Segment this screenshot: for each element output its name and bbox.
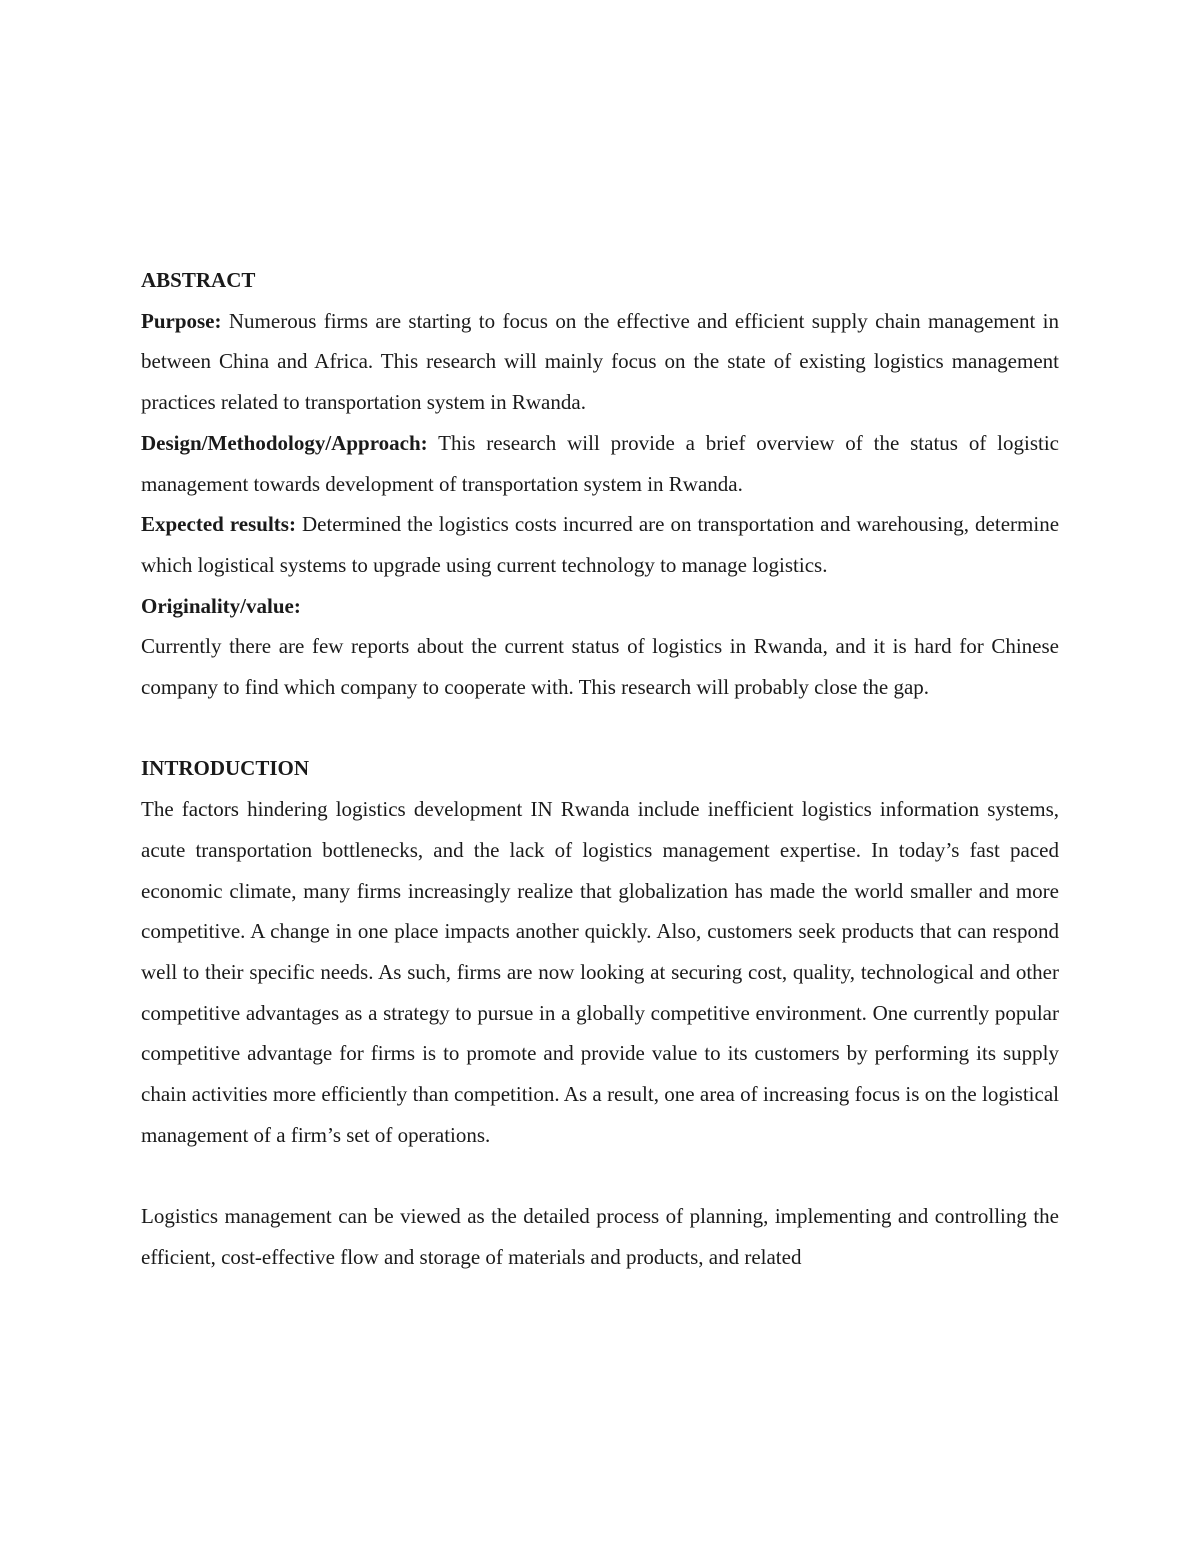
originality-text: Currently there are few reports about the current status of logistics in Rwanda, and it is hard for Chinese company to find which company to cooperate with. This research will probably close the gap.: [141, 634, 1059, 700]
purpose-label: Purpose:: [141, 308, 222, 333]
design-label: Design/Methodology/Approach:: [141, 430, 428, 455]
section-spacer: [141, 708, 1059, 749]
design-text: This research will provide a brief overview of the status of logistic management towards development of transportation system in Rwanda.: [141, 430, 1060, 496]
document-page: [141, 260, 1059, 1278]
introduction-heading: INTRODUCTION: [141, 756, 310, 781]
introduction-paragraph-2: Logistics management can be viewed as the detailed process of planning, implementing and controlling the efficient, cost-effective flow and storage of materials and products, and related: [141, 1204, 1059, 1269]
purpose-paragraph: [141, 301, 1059, 423]
results-text: Determined the logistics costs incurred are on transportation and warehousing, determine which logistical systems to upgrade using current technology to manage logistics.: [141, 512, 1060, 577]
originality-label: Originality/value:: [141, 593, 301, 618]
abstract-heading: ABSTRACT: [141, 268, 256, 292]
purpose-text: Numerous firms are starting to focus on the effective and efficient supply chain management in between China and Africa. This research will mainly focus on the state of existing logistics management practices related to transportation system in Rwanda.: [141, 308, 1059, 415]
design-paragraph: [141, 423, 1059, 504]
introduction-paragraph-1: The factors hindering logistics development IN Rwanda include inefficient logistics information systems, acute transportation bottlenecks, and the lack of logistics management expertise. In today’s fast paced economic climate, many firms increasingly realize that globalization has made the world smaller and more competitive. A change in one place impacts another quickly. Also, customers seek products that can respond well to their specific needs. As such, firms are now looking at securing cost, quality, technological and other competitive advantages as a strategy to pursue in a globally competitive environment. One currently popular competitive advantage for firms is to promote and provide value to its customers by performing its supply chain activities more efficiently than competition. As a result, one area of increasing focus is on the logistical management of a firm’s set of operations.: [141, 797, 1059, 1147]
results-paragraph: [141, 504, 1059, 585]
results-label: Expected results:: [141, 512, 296, 537]
paragraph-spacer: [141, 1155, 1059, 1196]
